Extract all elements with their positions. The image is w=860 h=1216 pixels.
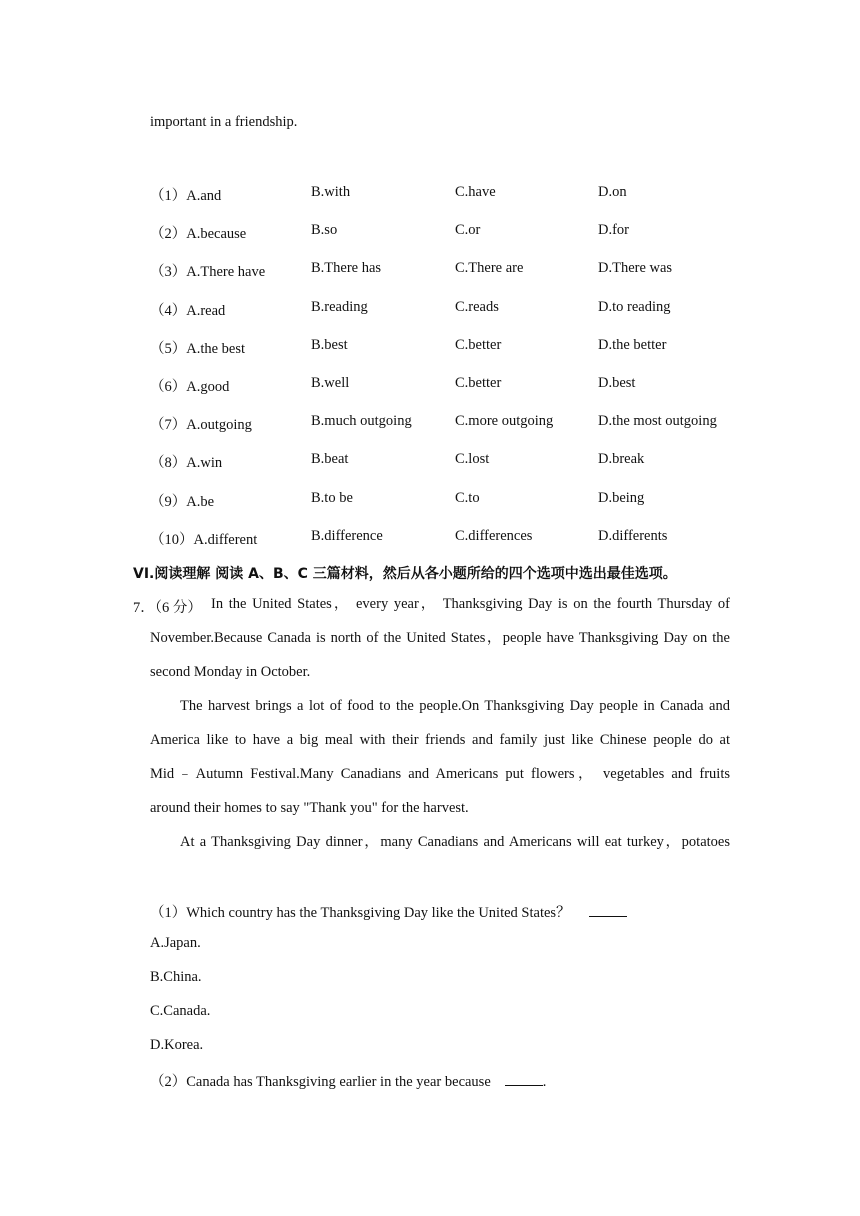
option-b: B.to be <box>311 489 353 506</box>
option-a: A.outgoing <box>186 417 252 434</box>
sub1-choice-c: C.Canada. <box>150 1003 211 1019</box>
option-number: （10） <box>150 531 194 548</box>
option-number: （2） <box>150 226 187 243</box>
question7-para3 <box>180 825 730 859</box>
option-number: （1） <box>150 188 187 204</box>
option-b: B.with <box>311 184 351 200</box>
option-d: D.the better <box>598 336 667 353</box>
option-d: D.break <box>598 451 645 468</box>
option-d: D.differents <box>598 527 668 544</box>
answer-blank <box>589 904 627 917</box>
option-d: D.the most outgoing <box>598 413 717 430</box>
option-a: A.and <box>186 188 222 204</box>
option-number-and-a <box>150 260 265 281</box>
option-c: C.better <box>455 336 502 353</box>
option-number: （8） <box>150 455 187 472</box>
question7-label: 7．（6 分） <box>133 600 202 616</box>
sub2-stem <box>150 1070 546 1091</box>
option-number-and-a <box>150 184 221 205</box>
option-d: D.being <box>598 489 645 506</box>
option-c: C.or <box>455 222 481 239</box>
option-number-and-a <box>150 451 222 472</box>
para1-line: second Monday in October. <box>150 664 311 680</box>
question7-para2-rest <box>150 723 730 825</box>
option-b: B.There has <box>311 260 382 277</box>
option-a: A.There have <box>186 264 266 281</box>
option-d: D.on <box>598 184 627 200</box>
option-row <box>150 375 750 395</box>
question7-para1-rest <box>150 621 730 689</box>
option-b: B.well <box>311 375 350 391</box>
option-number: （9） <box>150 493 187 510</box>
option-b: B.so <box>311 222 338 239</box>
option-b: B.much outgoing <box>311 413 412 430</box>
option-number-and-a <box>150 299 225 320</box>
sub1-choice-b: B.China. <box>150 969 202 985</box>
para1-line: November.Because Canada is north of the United States，people have Thanksgiving Day on the <box>150 630 730 646</box>
option-b: B.beat <box>311 451 349 468</box>
option-d: D.for <box>598 222 630 239</box>
para2-line: America like to have a big meal with their friends and family just like Chinese people do at <box>150 732 730 748</box>
option-row <box>150 490 750 510</box>
option-number: （5） <box>150 340 187 357</box>
option-row <box>150 413 750 433</box>
sub1-stem-text: （1）Which country has the Thanksgiving Day like the United States？ <box>150 905 571 921</box>
option-a: A.the best <box>186 340 246 357</box>
option-a: A.read <box>186 302 226 319</box>
option-row <box>150 299 750 319</box>
option-c: C.to <box>455 489 480 506</box>
option-number: （4） <box>150 302 187 319</box>
question7-para2-first <box>180 689 730 723</box>
option-a: A.win <box>186 455 223 472</box>
option-c: C.have <box>455 184 496 200</box>
para1-line: In the United States， every year， Thanksgiving Day is on the fourth Thursday of <box>211 596 730 612</box>
option-d: D.best <box>598 375 636 391</box>
option-b: B.difference <box>311 527 383 544</box>
sub2-stem-text: （2）Canada has Thanksgiving earlier in the year because <box>150 1074 491 1090</box>
option-row <box>150 451 750 471</box>
option-c: C.differences <box>455 527 533 544</box>
option-number-and-a <box>150 490 214 511</box>
option-row <box>150 337 750 357</box>
option-c: C.reads <box>455 298 499 315</box>
option-b: B.reading <box>311 298 368 315</box>
option-b: B.best <box>311 336 348 353</box>
option-row <box>150 528 750 548</box>
sub2-tail: . <box>542 1074 547 1090</box>
option-number: （3） <box>150 264 187 281</box>
para2-line: Mid﹣Autumn Festival.Many Canadians and Americans put flowers， vegetables and fruits <box>150 766 730 782</box>
option-number-and-a <box>150 337 245 358</box>
option-a: A.good <box>186 379 230 395</box>
para2-line: The harvest brings a lot of food to the people.On Thanksgiving Day people in Canada and <box>180 698 730 714</box>
option-a: A.because <box>186 226 247 243</box>
answer-blank <box>505 1073 543 1086</box>
option-row <box>150 184 750 204</box>
option-d: D.to reading <box>598 298 671 315</box>
sub1-stem <box>150 901 627 922</box>
option-c: C.lost <box>455 451 490 468</box>
intro-tail-text: important in a friendship. <box>150 114 298 130</box>
option-row <box>150 222 750 242</box>
option-d: D.There was <box>598 260 673 277</box>
option-a: A.be <box>186 493 215 510</box>
option-c: C.better <box>455 375 502 391</box>
option-number-and-a <box>150 222 246 243</box>
sub1-choice-a: A.Japan. <box>150 935 201 951</box>
section-heading: VI.阅读理解 阅读 A、B、C 三篇材料，然后从各小题所给的四个选项中选出最佳选项。 <box>133 566 677 582</box>
para2-line: around their homes to say "Thank you" for the harvest. <box>150 800 469 816</box>
option-number: （7） <box>150 417 187 434</box>
option-number-and-a <box>150 375 229 396</box>
para3-line: At a Thanksgiving Day dinner，many Canadians and Americans will eat turkey，potatoes <box>180 834 730 850</box>
option-row <box>150 260 750 280</box>
option-c: C.more outgoing <box>455 413 554 430</box>
option-a: A.different <box>193 531 258 548</box>
option-c: C.There are <box>455 260 524 277</box>
option-number: （6） <box>150 379 187 395</box>
question7-para1-line1 <box>211 587 730 621</box>
option-number-and-a <box>150 528 257 549</box>
option-number-and-a <box>150 413 252 434</box>
sub1-choice-d: D.Korea. <box>150 1037 204 1053</box>
